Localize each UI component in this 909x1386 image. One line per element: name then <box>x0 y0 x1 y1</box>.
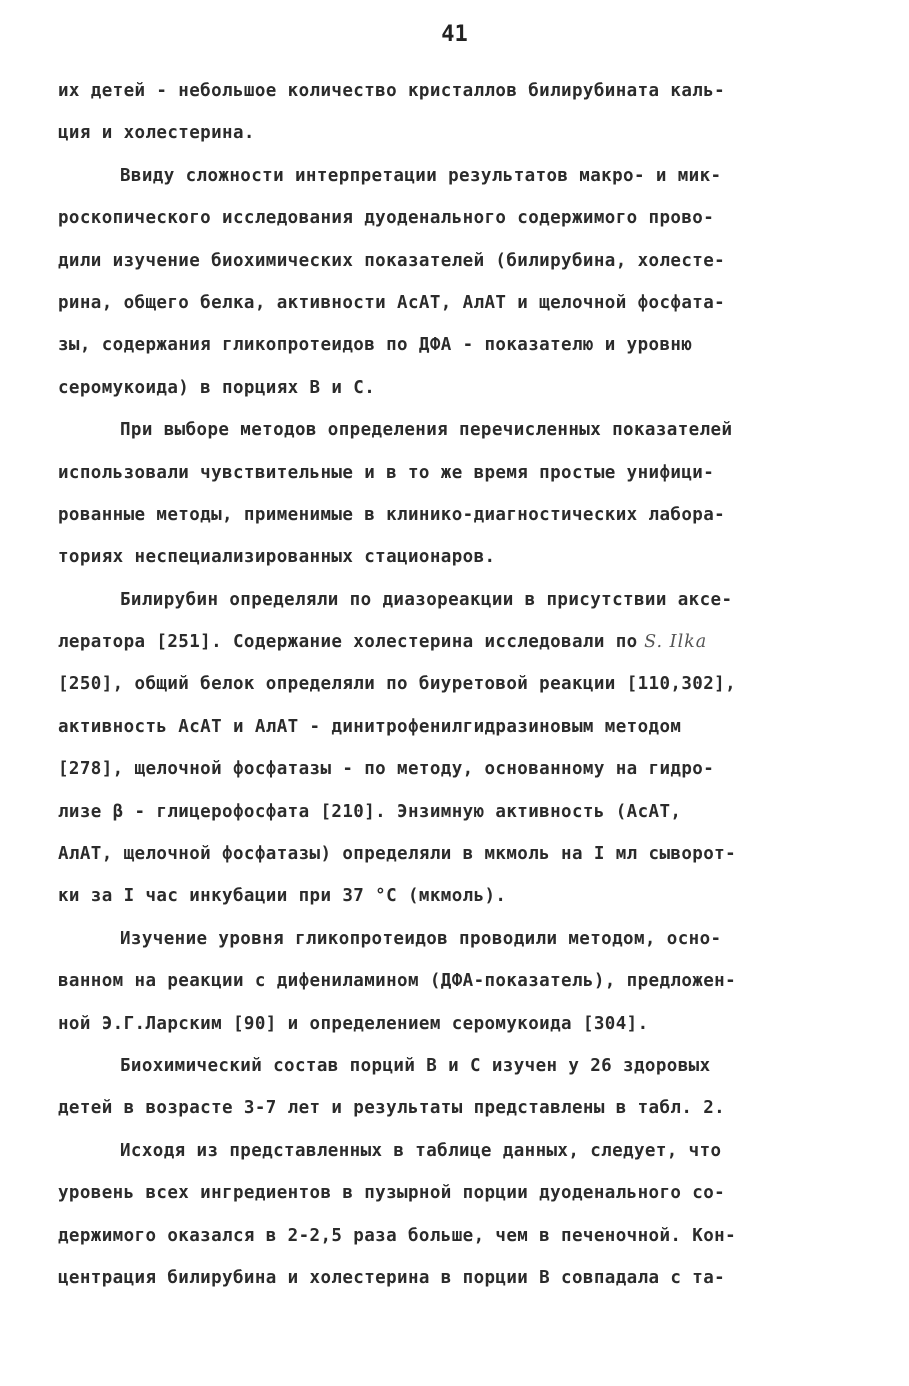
text-line <box>58 452 848 494</box>
text-line-content: роскопического исследования дуоденального содержимого прово- <box>58 208 715 229</box>
text-line <box>58 663 848 705</box>
text-line <box>58 579 848 621</box>
text-line <box>58 536 848 578</box>
text-line-content: АлАТ, щелочной фосфатазы) определяли в мкмоль на I мл сыворот- <box>58 844 737 865</box>
text-line-content: При выборе методов определения перечисленных показателей <box>120 420 733 441</box>
text-line-content: активность АсАТ и АлАТ - динитрофенилгидразиновым методом <box>58 716 682 737</box>
text-line <box>58 706 848 748</box>
text-line-content: держимого оказался в 2-2,5 раза больше, чем в печеночной. Кон- <box>58 1225 737 1246</box>
text-line-content: ванном на реакции с дифениламином (ДФА-показатель), предложен- <box>58 971 737 992</box>
text-line <box>58 282 848 324</box>
text-line-content: серомукоида) в порциях В и С. <box>58 377 376 398</box>
text-line-content: ной Э.Г.Ларским [90] и определением серомукоида [304]. <box>58 1013 649 1034</box>
text-line <box>58 112 848 154</box>
text-line-content: лизе β - глицерофосфата [210]. Энзимную активность (АсАТ, <box>58 801 682 822</box>
text-line <box>58 409 848 451</box>
text-line <box>58 1130 848 1172</box>
text-line-content: ция и холестерина. <box>58 123 255 144</box>
text-line <box>58 918 848 960</box>
text-line <box>58 240 848 282</box>
text-line-content: [278], щелочной фосфатазы - по методу, основанному на гидро- <box>58 759 715 780</box>
text-line <box>58 70 848 112</box>
text-line <box>58 367 848 409</box>
text-line <box>58 494 848 536</box>
text-line-content: их детей - небольшое количество кристаллов билирубината каль- <box>58 81 726 101</box>
text-line-content: Исходя из представленных в таблице данных, следует, что <box>120 1140 722 1161</box>
text-line <box>58 748 848 790</box>
text-line-content: уровень всех ингредиентов в пузырной порции дуоденального со- <box>58 1183 726 1204</box>
text-line <box>58 1215 848 1257</box>
text-line <box>58 621 848 663</box>
text-line <box>58 875 848 917</box>
text-line <box>58 960 848 1002</box>
text-line-content: рованные методы, применимые в клинико-диагностических лабора- <box>58 504 726 525</box>
text-line <box>58 197 848 239</box>
text-line <box>58 1045 848 1087</box>
text-line <box>58 1003 848 1045</box>
text-line-content: ториях неспециализированных стационаров. <box>58 547 496 568</box>
page-number: 41 <box>441 22 468 47</box>
text-line-content: [250], общий белок определяли по биуретовой реакции [110,302], <box>58 674 737 695</box>
handwritten-annotation: S. Ilka <box>637 632 708 653</box>
text-line <box>58 155 848 197</box>
text-line <box>58 1257 848 1299</box>
text-line <box>58 833 848 875</box>
text-line <box>58 791 848 833</box>
text-line-content: Изучение уровня гликопротеидов проводили методом, осно- <box>120 928 722 949</box>
text-line-content: ки за I час инкубации при 37 °С (мкмоль). <box>58 886 507 907</box>
text-line-content: детей в возрасте 3-7 лет и результаты представлены в табл. 2. <box>58 1098 726 1119</box>
text-line-content: использовали чувствительные и в то же время простые унифици- <box>58 462 715 483</box>
text-line <box>58 1172 848 1214</box>
text-line <box>58 324 848 366</box>
text-line-content: Билирубин определяли по диазореакции в присутствии аксе- <box>120 589 733 610</box>
text-line <box>58 1087 848 1129</box>
text-line-content: Ввиду сложности интерпретации результатов макро- и мик- <box>120 165 722 186</box>
text-line-content: дили изучение биохимических показателей (билирубина, холесте- <box>58 250 726 271</box>
text-line-content: рина, общего белка, активности АсАТ, АлАТ и щелочной фосфата- <box>58 292 726 313</box>
text-line-content: лератора [251]. Содержание холестерина исследовали по <box>58 632 638 653</box>
text-line-content: центрация билирубина и холестерина в порции В совпадала с та- <box>58 1267 726 1288</box>
text-line-content: Биохимический состав порций В и С изучен у 26 здоровых <box>120 1055 711 1076</box>
text-line-content: зы, содержания гликопротеидов по ДФА - показателю и уровню <box>58 335 693 356</box>
body-text <box>58 70 848 1299</box>
